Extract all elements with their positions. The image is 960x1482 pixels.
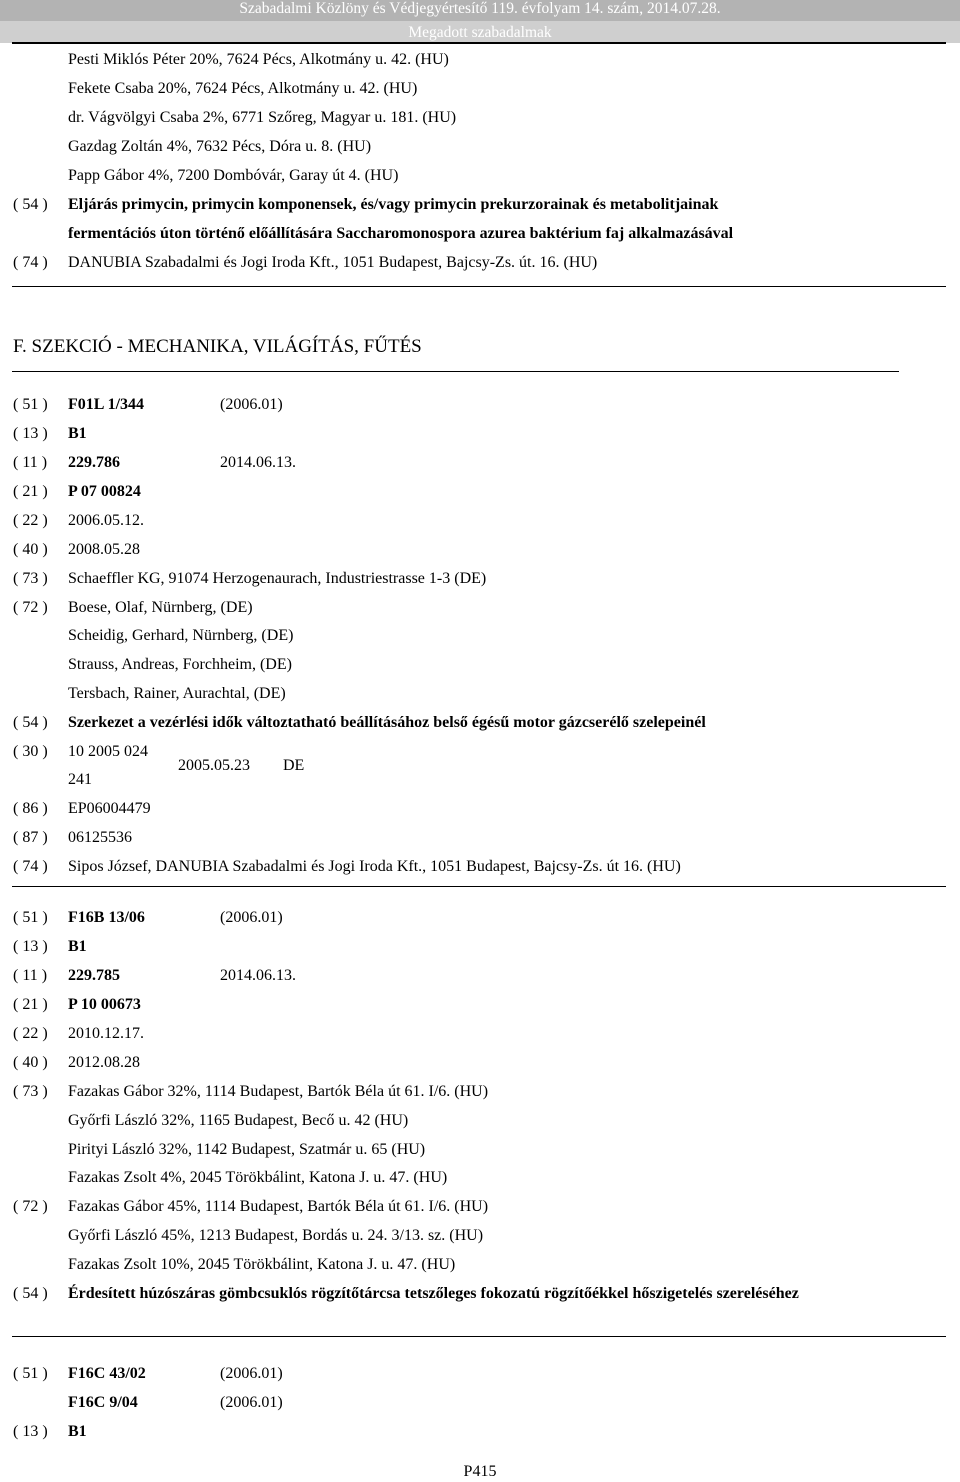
- grant-date: 2014.06.13.: [220, 454, 296, 471]
- inventor-line: dr. Vágvölgyi Csaba 2%, 6771 Szőreg, Magyar u. 181. (HU): [68, 109, 457, 126]
- ipc-class: F01L 1/344: [68, 396, 145, 413]
- inventor-line: Győrfi László 45%, 1213 Budapest, Bordás u. 24. 3/13. sz. (HU): [68, 1227, 484, 1244]
- patent-title-line: fermentációs úton történő előállítására Saccharomonospora azurea baktérium faj alkalmazásával: [68, 225, 734, 242]
- inventor-line: Fazakas Zsolt 10%, 2045 Törökbálint, Katona J. u. 47. (HU): [68, 1256, 456, 1273]
- publication-date: 2008.05.28: [68, 541, 140, 558]
- field-code-51: ( 51 ): [13, 1365, 48, 1382]
- filing-date: 2010.12.17.: [68, 1025, 144, 1042]
- priority-number: 10 2005 024: [68, 743, 148, 760]
- field-code-21: ( 21 ): [13, 483, 48, 500]
- inventor-line: Fazakas Gábor 45%, 1114 Budapest, Bartók Béla út 61. I/6. (HU): [68, 1198, 489, 1215]
- representative: Sipos József, DANUBIA Szabadalmi és Jogi Iroda Kft., 1051 Budapest, Bajcsy-Zs. út 16. (HU): [68, 858, 681, 875]
- inventor-line: Papp Gábor 4%, 7200 Dombóvár, Garay út 4. (HU): [68, 167, 399, 184]
- owner-line: Pirityi László 32%, 1142 Budapest, Szatmár u. 65 (HU): [68, 1141, 426, 1158]
- patent-owner: Schaeffler KG, 91074 Herzogenaurach, Industriestrasse 1-3 (DE): [68, 570, 487, 587]
- entry-divider: [12, 1336, 946, 1337]
- ipc-version: (2006.01): [220, 396, 283, 413]
- field-code-13: ( 13 ): [13, 1423, 48, 1440]
- filing-date: 2006.05.12.: [68, 512, 144, 529]
- field-code-40: ( 40 ): [13, 541, 48, 558]
- inventor-line: Gazdag Zoltán 4%, 7632 Pécs, Dóra u. 8. (HU): [68, 138, 372, 155]
- inventor-line: Pesti Miklós Péter 20%, 7624 Pécs, Alkotmány u. 42. (HU): [68, 51, 449, 68]
- header-rule: [12, 42, 946, 44]
- field-code-72: ( 72 ): [13, 599, 48, 616]
- section-underline: [12, 371, 899, 372]
- document-kind: B1: [68, 425, 87, 442]
- ipc-class: F16C 43/02: [68, 1365, 146, 1382]
- field-code-22: ( 22 ): [13, 1025, 48, 1042]
- priority-date: 2005.05.23: [178, 757, 250, 774]
- section-title: F. SZEKCIÓ - MECHANIKA, VILÁGÍTÁS, FŰTÉS: [13, 336, 422, 357]
- field-code-87: ( 87 ): [13, 829, 48, 846]
- field-code-13: ( 13 ): [13, 938, 48, 955]
- field-code-54: ( 54 ): [13, 196, 48, 213]
- ipc-version: (2006.01): [220, 1394, 283, 1411]
- page-number: P415: [463, 1463, 497, 1480]
- priority-number-cont: 241: [68, 771, 92, 788]
- grant-date: 2014.06.13.: [220, 967, 296, 984]
- patent-number: 229.786: [68, 454, 120, 471]
- section-subtitle: Megadott szabadalmak: [0, 21, 960, 43]
- patent-number: 229.785: [68, 967, 120, 984]
- field-code-72: ( 72 ): [13, 1198, 48, 1215]
- inventor-line: Fekete Csaba 20%, 7624 Pécs, Alkotmány u. 42. (HU): [68, 80, 418, 97]
- field-code-13: ( 13 ): [13, 425, 48, 442]
- document-kind: B1: [68, 1423, 87, 1440]
- patent-title: Szerkezet a vezérlési idők változtatható beállításához belső égésű motor gázcserélő szelepeinél: [68, 714, 706, 731]
- field-code-40: ( 40 ): [13, 1054, 48, 1071]
- patent-title-line: Eljárás primycin, primycin komponensek, és/vagy primycin prekurzorainak és metabolitjainak: [68, 196, 719, 213]
- priority-country: DE: [283, 757, 305, 774]
- ipc-version: (2006.01): [220, 1365, 283, 1382]
- inventor-line: Strauss, Andreas, Forchheim, (DE): [68, 656, 292, 673]
- application-number: P 10 00673: [68, 996, 141, 1013]
- field-code-54: ( 54 ): [13, 1285, 48, 1302]
- owner-line: Fazakas Gábor 32%, 1114 Budapest, Bartók Béla út 61. I/6. (HU): [68, 1083, 489, 1100]
- field-code-51: ( 51 ): [13, 396, 48, 413]
- representative: DANUBIA Szabadalmi és Jogi Iroda Kft., 1051 Budapest, Bajcsy-Zs. út. 16. (HU): [68, 254, 598, 271]
- ipc-version: (2006.01): [220, 909, 283, 926]
- ipc-class: F16B 13/06: [68, 909, 145, 926]
- entry-divider: [12, 286, 946, 287]
- patent-title: Érdesített húzószáras gömbcsuklós rögzítőtárcsa tetszőleges fokozatú rögzítőékkel hőszigetelés szereléséhez: [68, 1285, 799, 1302]
- field-code-22: ( 22 ): [13, 512, 48, 529]
- field-code-74: ( 74 ): [13, 858, 48, 875]
- owner-line: Fazakas Zsolt 4%, 2045 Törökbálint, Katona J. u. 47. (HU): [68, 1169, 448, 1186]
- field-code-51: ( 51 ): [13, 909, 48, 926]
- inventor-line: Boese, Olaf, Nürnberg, (DE): [68, 599, 253, 616]
- field-code-74: ( 74 ): [13, 254, 48, 271]
- field-code-86: ( 86 ): [13, 800, 48, 817]
- publication-date: 2012.08.28: [68, 1054, 140, 1071]
- inventor-line: Scheidig, Gerhard, Nürnberg, (DE): [68, 627, 294, 644]
- ipc-class: F16C 9/04: [68, 1394, 138, 1411]
- ep-publication: 06125536: [68, 829, 132, 846]
- owner-line: Győrfi László 32%, 1165 Budapest, Becő u. 42 (HU): [68, 1112, 409, 1129]
- field-code-73: ( 73 ): [13, 570, 48, 587]
- field-code-30: ( 30 ): [13, 743, 48, 760]
- ep-application: EP06004479: [68, 800, 151, 817]
- field-code-54: ( 54 ): [13, 714, 48, 731]
- document-kind: B1: [68, 938, 87, 955]
- field-code-73: ( 73 ): [13, 1083, 48, 1100]
- inventor-line: Tersbach, Rainer, Aurachtal, (DE): [68, 685, 286, 702]
- field-code-11: ( 11 ): [13, 967, 48, 984]
- entry-divider: [12, 886, 946, 887]
- field-code-21: ( 21 ): [13, 996, 48, 1013]
- application-number: P 07 00824: [68, 483, 141, 500]
- journal-title: Szabadalmi Közlöny és Védjegyértesítő 119. évfolyam 14. szám, 2014.07.28.: [0, 0, 960, 21]
- field-code-11: ( 11 ): [13, 454, 48, 471]
